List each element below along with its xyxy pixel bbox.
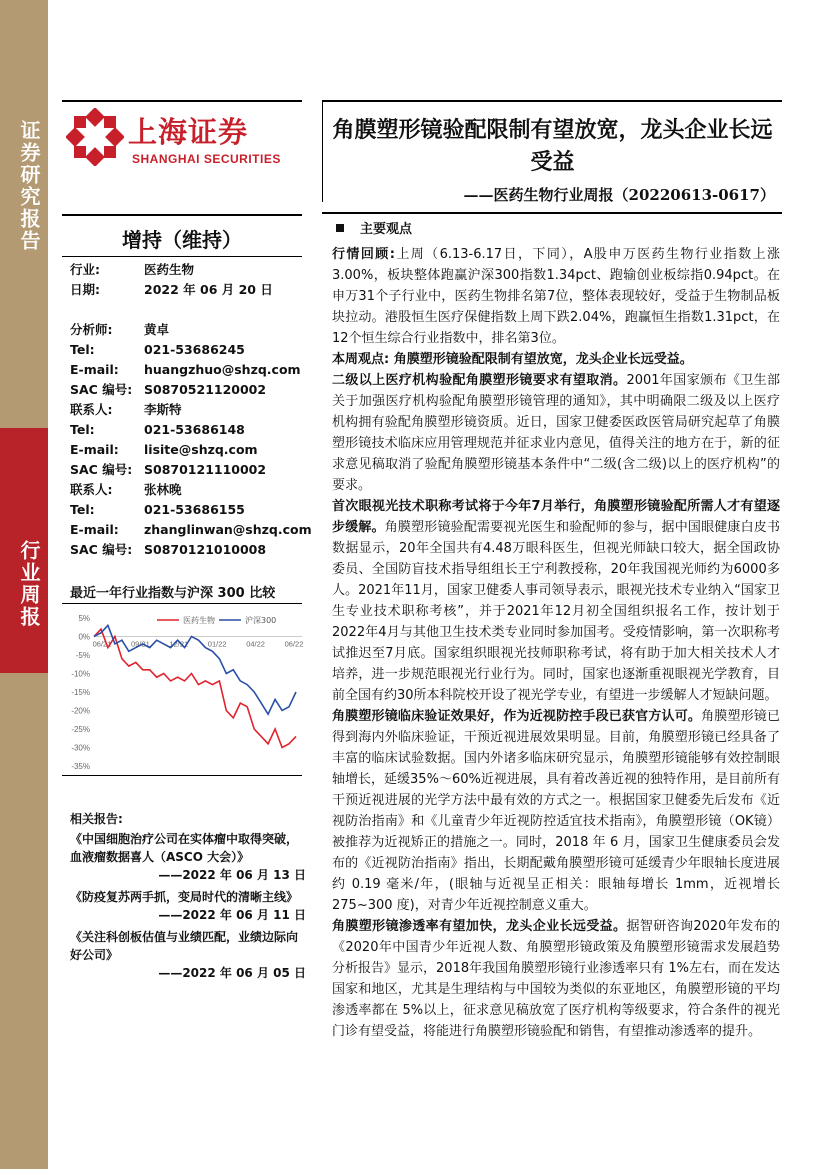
paragraph-lead: 角膜塑形镜渗透率有望加快，龙头企业长远受益。 — [332, 919, 627, 934]
contact-row — [70, 340, 310, 360]
contact-row — [70, 540, 310, 560]
contact-row — [70, 500, 310, 520]
related-reports — [70, 810, 306, 986]
y-tick-label: -30% — [71, 743, 90, 753]
paragraph-lead: 本周观点: 角膜塑形镜验配限制有望放宽，龙头企业长远受益。 — [332, 352, 693, 367]
square-bullet-icon — [336, 224, 344, 232]
sidebar — [0, 0, 48, 1169]
info-key: 日期: — [70, 282, 100, 297]
contact-value: 张林晚 — [144, 482, 182, 497]
contact-list — [70, 320, 310, 560]
y-tick-label: -10% — [71, 669, 90, 679]
x-tick-label: 06/21 — [92, 639, 112, 649]
contact-key: E-mail: — [70, 442, 119, 457]
paragraph-lead: 角膜塑形镜临床验证效果好，作为近视防控手段已获官方认可。 — [332, 709, 702, 724]
contact-row — [70, 460, 310, 480]
info-value: 医药生物 — [144, 262, 195, 277]
info-row — [70, 260, 310, 280]
x-tick-label: 01/22 — [207, 639, 227, 649]
y-tick-label: -15% — [71, 688, 90, 697]
chart-title: 最近一年行业指数与沪深 300 比较 — [70, 586, 276, 601]
paragraph-lead: 首次眼视光技术职称考试将于今年7月举行，角膜塑形镜验配所需人才有望逐步缓解。 — [332, 499, 780, 535]
contact-key: SAC 编号: — [70, 542, 133, 557]
paragraph — [332, 706, 780, 916]
x-tick-label: 04/22 — [246, 639, 265, 649]
related-report-link[interactable]: 《关注科创板估值与业绩匹配，业绩边际向好公司》 — [70, 930, 299, 962]
y-tick-label: -35% — [71, 762, 90, 771]
related-report-date: ——2022 年 06 月 13 日 — [158, 868, 306, 882]
paragraph-text: 角膜塑形镜已得到海内外临床验证，干预近视进展效果明显。目前，角膜塑形镜已经具备了丰富的临床试验数据。国内外诸多临床研究显示，角膜塑形镜能够有效控制眼轴增长，延缓35%～60%近视进展，具有着改善近视的独特作用，是目前所有干预近视进展的光学方法中最有效的方式之一。根据国家卫健委先后发布《近视防治指南》和《儿童青少年近视防控适宜技术指南》，角膜塑形镜（OK镜）被推荐为近视矫正的措施之一。同时，2018 年 6 月，国家卫生健康委员会发布的《近视防治指南》指出，长期配戴角膜塑形镜可延缓青少年眼轴长度进展约 0.19 毫米/年，(眼轴与近视呈正相关：眼轴每增长 1mm，近视增长 275~300 度)，对青少年近视控制意义重大。 — [332, 709, 780, 913]
index-comparison-chart — [62, 606, 312, 776]
series-line-hs300 — [94, 625, 296, 714]
x-tick-label: 06/22 — [284, 639, 304, 649]
related-report-date: ——2022 年 06 月 11 日 — [158, 908, 306, 922]
paragraph-lead: 二级以上医疗机构验配角膜塑形镜要求有望取消。 — [332, 373, 627, 388]
x-tick-label: 12/21 — [169, 639, 189, 649]
contact-value: 021-53686155 — [144, 502, 245, 517]
report-subtitle: ——医药生物行业周报（20220613-0617） — [463, 186, 775, 204]
legend-label: 沪深300 — [245, 616, 277, 625]
contact-row — [70, 420, 310, 440]
paragraph — [332, 244, 780, 349]
contact-key: Tel: — [70, 502, 95, 517]
contact-key: Tel: — [70, 422, 95, 437]
series-line-industry — [94, 629, 296, 747]
paragraph — [332, 370, 780, 496]
header-rule — [62, 214, 302, 216]
contact-value: S0870121010008 — [144, 542, 267, 557]
contact-value: S0870121110002 — [144, 462, 267, 477]
paragraph-text: 2001年国家颁布《卫生部关于加强医疗机构验配角膜塑形镜管理的通知》，其中明确限二级及以上医疗机构拥有验配角膜塑形镜资质。近日，国家卫健委医政医管局研究起草了角膜塑形镜技术临床应用管理规范并征求业内意见，值得关注的地方在于，新的征求意见稿取消了验配角膜塑形镜基本条件中“二级(含二级)以上的医疗机构”的要求。 — [332, 373, 780, 493]
y-tick-label: -5% — [75, 651, 90, 660]
contact-key: SAC 编号: — [70, 462, 133, 477]
paragraph-lead: 行情回顾: — [332, 247, 395, 262]
contact-value: 黄卓 — [144, 322, 170, 337]
contact-value: 李斯特 — [144, 402, 182, 417]
logo-emblem-icon — [66, 108, 124, 166]
contact-key: 分析师: — [70, 322, 113, 337]
contact-value: S0870521120002 — [144, 382, 267, 397]
logo-en-text: SHANGHAI SECURITIES — [132, 152, 281, 166]
contact-row — [70, 400, 310, 420]
report-body — [332, 244, 780, 1042]
header-rule — [322, 212, 782, 214]
y-tick-label: -25% — [71, 725, 90, 734]
industry-info — [70, 260, 310, 300]
company-logo — [62, 104, 302, 174]
contact-key: E-mail: — [70, 522, 119, 537]
related-report-link[interactable]: 《中国细胞治疗公司在实体瘤中取得突破，血液瘤数据喜人（ASCO 大会）》 — [70, 832, 299, 864]
header-rule — [62, 100, 302, 102]
sidebar-report-type: 证券研究报告 — [17, 120, 41, 252]
contact-key: 联系人: — [70, 482, 113, 497]
rating-rule — [62, 256, 302, 257]
paragraph-text: 角膜塑形镜验配需要视光医生和验配师的参与，据中国眼健康白皮书数据显示，20年全国共有4.48万眼科医生，但视光师缺口较大，据全国政协委员、全国防盲技术指导组组长王宁利教授称，20年我国视光师约为6000多人。2021年11月，国家卫健委人事司领导表示，眼视光技术专业纳入“国家卫生专业技术职称考核”，并于2021年12月初全国组织报名工作，按计划于2022年4月与其他卫生技术类专业同时参加国考。受疫情影响，第一次职称考试推迟至7月底。国家组织眼视光技师职称考试，将有助于加大相关技术人才培养，进一步规范眼视光行业行为。同时，国家也逐渐重视眼视光学教育，目前全国有约30所本科院校开设了视光学专业，有望进一步缓解人才短缺问题。 — [332, 520, 780, 703]
contact-row — [70, 380, 310, 400]
x-tick-label: 09/21 — [131, 639, 150, 649]
logo-cn-text: 上海证券 — [128, 115, 249, 149]
y-tick-label: 5% — [78, 614, 90, 623]
chart-rule — [62, 775, 302, 776]
contact-key: 联系人: — [70, 402, 113, 417]
contact-key: Tel: — [70, 342, 95, 357]
report-title: 角膜塑形镜验配限制有望放宽，龙头企业长远受益 — [332, 117, 773, 175]
contact-row — [70, 520, 310, 540]
chart-rule — [62, 603, 302, 604]
contact-row — [70, 320, 310, 340]
legend-label: 医药生物 — [183, 616, 215, 625]
header-divider — [322, 100, 323, 202]
contact-row — [70, 440, 310, 460]
email-link[interactable]: lisite@shzq.com — [144, 442, 258, 457]
paragraph-text: 据智研咨询2020年发布的《2020年中国青少年近视人数、角膜塑形镜政策及角膜塑形镜需求发展趋势分析报告》显示，2018年我国角膜塑形镜行业渗透率只有 1%左右，而在发达国家和地区，尤其是生理结构与中国较为类似的东亚地区，角膜塑形镜的平均渗透率都在 5%以上，征求意见稿放宽了医疗机构等级要求，符合条件的视光门诊有望受益，将能进行角膜塑形镜验配和销售，有望推动渗透率的提升。 — [332, 919, 780, 1039]
email-link[interactable]: huangzhuo@shzq.com — [144, 362, 301, 377]
contact-value: 021-53686245 — [144, 342, 245, 357]
contact-value: 021-53686148 — [144, 422, 245, 437]
section-heading-text: 主要观点 — [360, 222, 413, 237]
paragraph — [332, 349, 780, 370]
info-value: 2022 年 06 月 20 日 — [144, 282, 273, 297]
contact-row — [70, 360, 310, 380]
sidebar-report-category: 行业周报 — [17, 540, 41, 628]
email-link[interactable]: zhanglinwan@shzq.com — [144, 522, 312, 537]
related-head: 相关报告: — [70, 812, 123, 826]
chart-svg — [62, 606, 312, 776]
contact-row — [70, 480, 310, 500]
section-heading — [336, 218, 412, 237]
contact-key: SAC 编号: — [70, 382, 133, 397]
header-rule — [322, 100, 782, 102]
rating: 增持（维持） — [122, 228, 242, 252]
paragraph — [332, 916, 780, 1042]
y-tick-label: -20% — [71, 706, 90, 716]
y-tick-label: 0% — [78, 632, 90, 642]
paragraph-text: 上周（6.13-6.17日，下同），A股申万医药生物行业指数上涨3.00%，板块整体跑赢沪深300指数1.34pct、跑输创业板综指0.94pct。在申万31个子行业中，医药生物排名第7位，整体表现较好，受益于生物制品板块拉动。港股恒生医疗保健指数上周下跌2.04%，跑赢恒生指数1.31pct，在12个恒生综合行业指数中，排名第3位。 — [332, 247, 780, 346]
info-key: 行业: — [70, 262, 100, 277]
related-report-link[interactable]: 《防疫复苏两手抓，变局时代的清晰主线》 — [70, 890, 299, 904]
info-row — [70, 280, 310, 300]
related-report-date: ——2022 年 06 月 05 日 — [158, 966, 306, 980]
paragraph — [332, 496, 780, 706]
contact-key: E-mail: — [70, 362, 119, 377]
